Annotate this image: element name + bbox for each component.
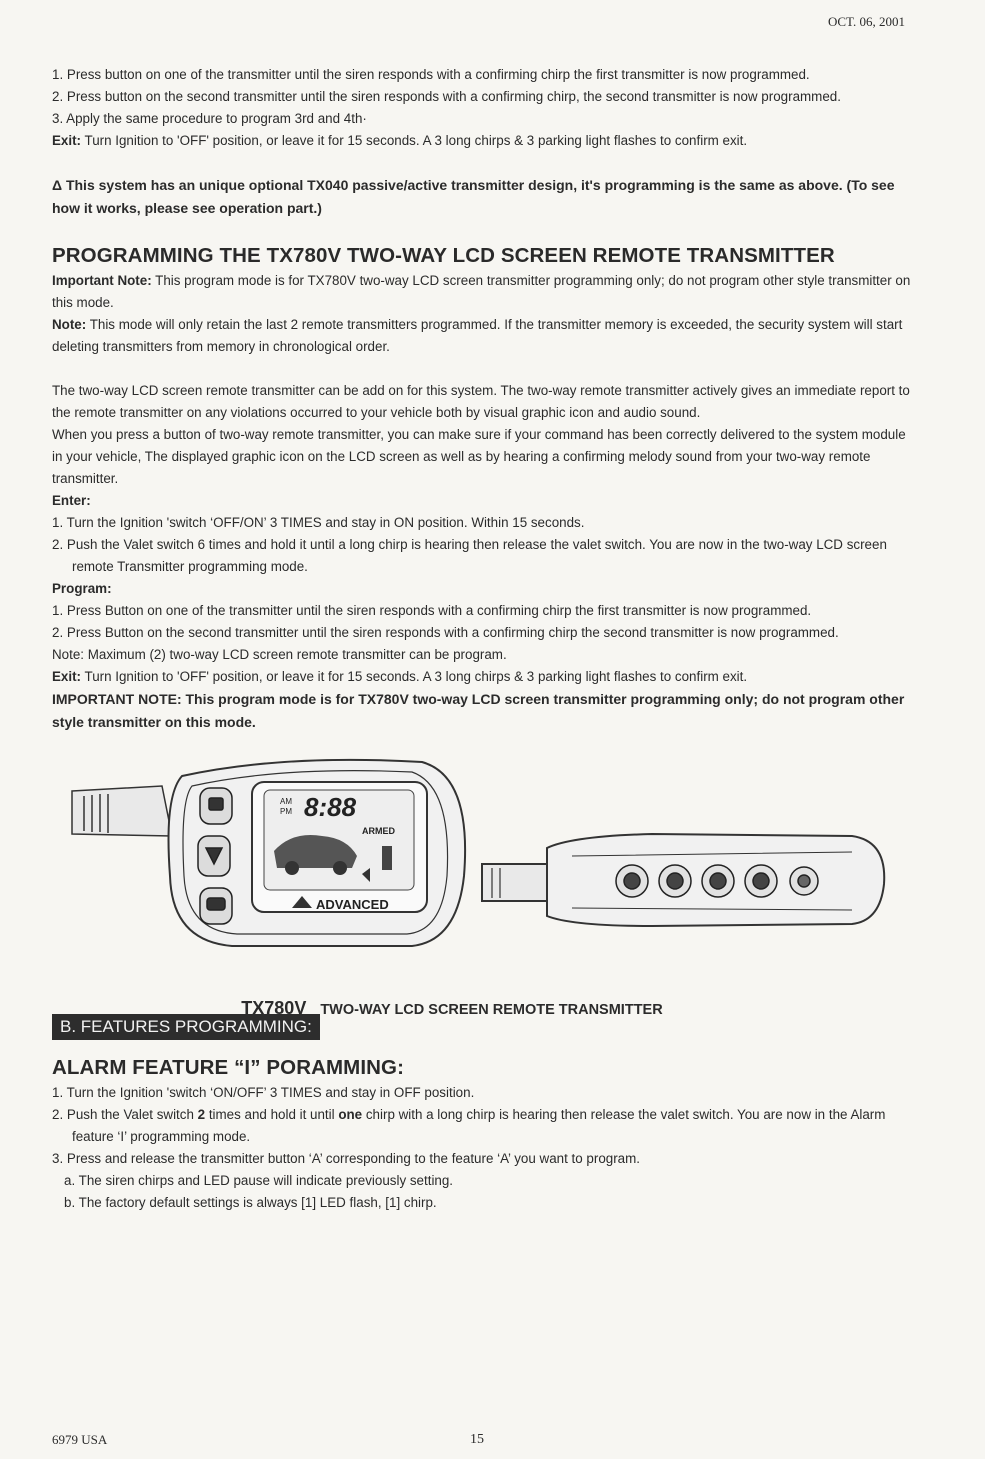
brand-label: ADVANCED — [316, 897, 389, 912]
programming-title: PROGRAMMING THE TX780V TWO-WAY LCD SCREEN REMOTE TRANSMITTER — [52, 244, 835, 267]
caption-text: TWO-WAY LCD SCREEN REMOTE TRANSMITTER — [320, 1002, 663, 1018]
feature-step-1: 1. Turn the Ignition 'switch ‘ON/OFF’ 3 TIMES and stay in OFF position. — [52, 1085, 475, 1100]
retain-note — [52, 314, 912, 358]
step2-part-d: one — [338, 1107, 363, 1122]
battery-icon — [382, 846, 392, 870]
max-note: Note: Maximum (2) two-way LCD screen remote transmitter can be program. — [52, 647, 507, 662]
alarm-feature-title: ALARM FEATURE “I” PORAMMING: — [52, 1056, 405, 1079]
footer-code: 6979 USA — [52, 1432, 108, 1447]
page-number: 15 — [470, 1432, 484, 1447]
enter-step-2: 2. Push the Valet switch 6 times and hold it until a long chirp is hearing then release the valet switch. You are now in the two-way LCD screen remote Transmitter programming mode. — [52, 537, 887, 574]
caption-model: TX780V — [241, 998, 307, 1018]
step2-part-b: 2 — [197, 1107, 206, 1122]
warning-note: Δ This system has an unique optional TX040 passive/active transmitter design, it's programming is the same as above. (To see how it works, please see operation part.) — [52, 177, 895, 216]
feature-sub-b: b. The factory default settings is always [1] LED flash, [1] chirp. — [64, 1195, 437, 1210]
program-heading: Program: — [52, 581, 112, 596]
page-content — [52, 64, 912, 1214]
section-b-banner: B. FEATURES PROGRAMMING: — [52, 1014, 320, 1040]
exit-label: Exit: — [52, 133, 82, 148]
important-note — [52, 270, 912, 314]
important-text: This program mode is for TX780V two-way LCD screen transmitter programming only; do not program other style transmitter on this mode. — [52, 273, 911, 310]
lcd-screen — [252, 782, 427, 912]
program-step-1: 1. Press Button on one of the transmitter until the siren responds with a confirming chirp the first transmitter is now programmed. — [52, 603, 812, 618]
intro-step-2: 2. Press button on the second transmitter until the siren responds with a confirming chirp, the second transmitter is now programmed. — [52, 89, 841, 104]
note-label: Note: — [52, 317, 87, 332]
figure-caption — [0, 997, 912, 1021]
step2-part-c: times and hold it until — [205, 1107, 339, 1122]
exit-text: Turn Ignition to 'OFF' position, or leave it for 15 seconds. A 3 long chirps & 3 parking light flashes to confirm exit. — [81, 133, 748, 148]
lcd-transmitter-antenna — [72, 786, 172, 836]
step2-part-a: 2. Push the Valet switch — [52, 1107, 198, 1122]
lcd-pm-label: PM — [280, 807, 292, 816]
note-text: This mode will only retain the last 2 remote transmitters programmed. If the transmitter memory is exceeded, the security system will start deleting transmitters from memory in chronological order. — [52, 317, 903, 354]
intro-step-1: 1. Press button on one of the transmitter until the siren responds with a confirming chirp the first transmitter is now programmed. — [52, 67, 810, 82]
important-label: Important Note: — [52, 273, 152, 288]
important-note-bold: IMPORTANT NOTE: This program mode is for TX780V two-way LCD screen transmitter programming only; do not program other style transmitter on this mode. — [52, 691, 905, 730]
feature-sub-a: a. The siren chirps and LED pause will indicate previously setting. — [64, 1173, 454, 1188]
program-label — [52, 578, 912, 600]
intro-step-3: 3. Apply the same procedure to program 3rd and 4th· — [52, 111, 367, 126]
transmitter-figure — [52, 756, 912, 1018]
program-exit-text: Turn Ignition to 'OFF' position, or leave it for 15 seconds. A 3 long chirps & 3 parking light flashes to confirm exit. — [81, 669, 748, 684]
step2-part-e: chirp with a long chirp is hearing then release the valet switch. You are now in the Alarm feature ‘I’ programming mode. — [72, 1107, 886, 1144]
program-step-2: 2. Press Button on the second transmitter until the siren responds with a confirming chirp the second transmitter is now programmed. — [52, 625, 839, 640]
enter-label — [52, 490, 912, 512]
intro-exit — [52, 130, 912, 152]
enter-heading: Enter: — [52, 493, 91, 508]
lcd-am-label: AM — [280, 797, 292, 806]
program-exit — [52, 666, 912, 688]
program-exit-label: Exit: — [52, 669, 82, 684]
transmitter-illustration — [52, 756, 912, 986]
transmitter-side-buttons — [198, 788, 232, 924]
feature-step-3: 3. Press and release the transmitter button ‘A’ corresponding to the feature ‘A’ you want to program. — [52, 1151, 641, 1166]
lcd-armed-label: ARMED — [362, 826, 395, 836]
feature-step-2 — [52, 1104, 912, 1148]
document-date: OCT. 06, 2001 — [827, 14, 905, 29]
lcd-time-readout: 8:88 — [304, 792, 357, 822]
description-para-2: When you press a button of two-way remote transmitter, you can make sure if your command has been correctly delivered to the system module in your vehicle, The displayed graphic icon on the LCD screen as well as by hearing a confirming melody sound from your two-way remote transmitter. — [52, 427, 906, 486]
enter-step-1: 1. Turn the Ignition 'switch ‘OFF/ON’ 3 TIMES and stay in ON position. Within 15 seconds. — [52, 515, 585, 530]
description-para-1: The two-way LCD screen remote transmitter can be add on for this system. The two-way remote transmitter actively gives an immediate report to the remote transmitter on any violations occurred to your vehicle both by visual graphic icon and audio sound. — [52, 383, 910, 420]
